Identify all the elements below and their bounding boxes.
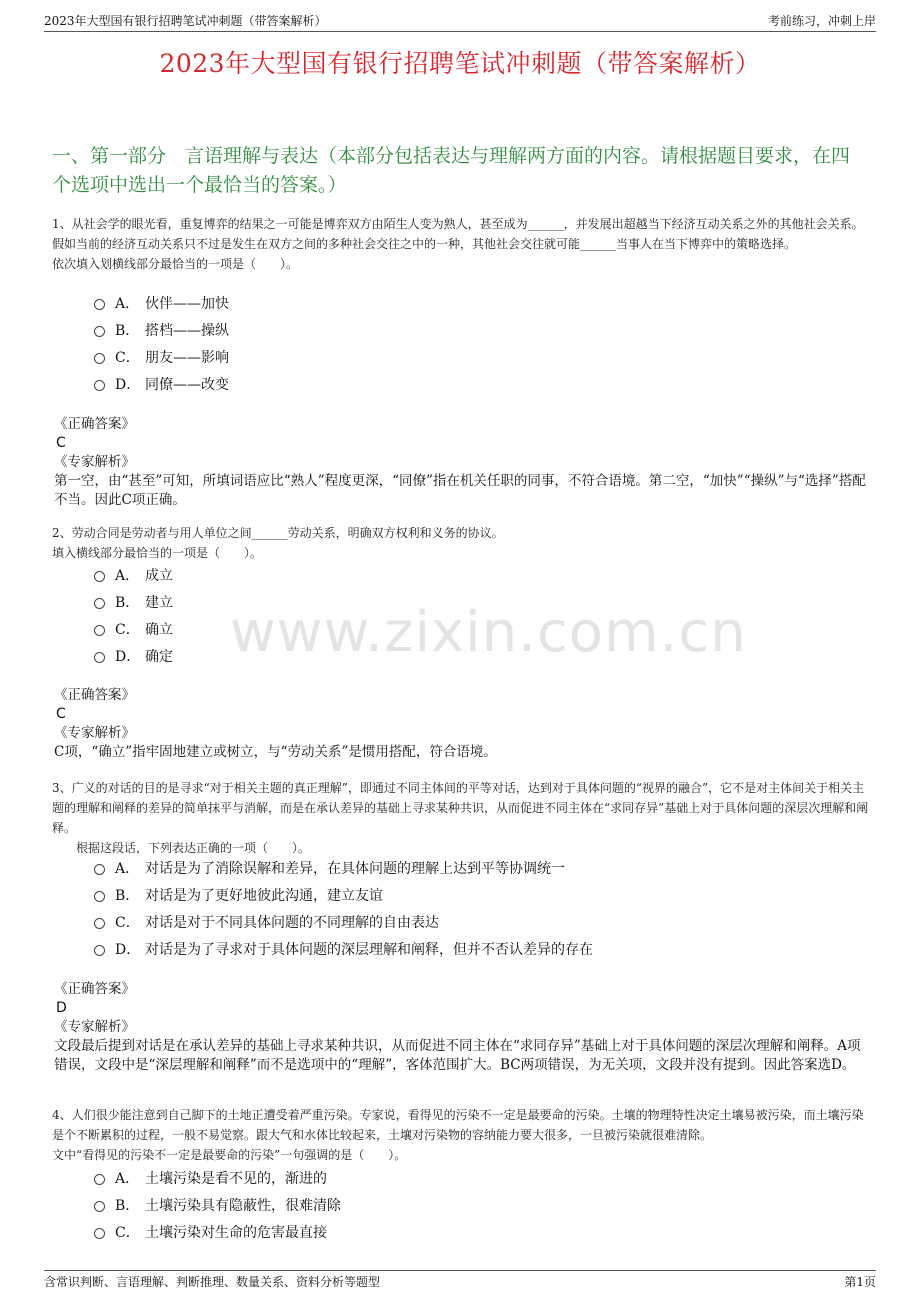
option-text: 成立 [145,567,173,584]
question-3-answer-block [54,980,872,1075]
option-a[interactable] [94,561,173,588]
radio-icon[interactable] [94,571,105,582]
question-3-options [94,854,593,962]
footer-left: 含常识判断、言语理解、判断推理、数量关系、资料分析等题型 [44,1275,381,1289]
option-text: 建立 [145,594,173,611]
analysis-label: 《专家解析》 [54,725,135,741]
answer-label: 《正确答案》 [54,416,135,432]
radio-icon[interactable] [94,1228,105,1239]
radio-icon[interactable] [94,918,105,929]
header-right: 考前练习，冲刺上岸 [767,14,876,28]
option-letter: D． [115,648,141,665]
option-text: 土壤污染是看不见的，渐进的 [145,1170,327,1187]
option-letter: B． [115,594,140,611]
option-letter: A． [115,567,140,584]
question-1-stem [52,214,874,274]
option-text: 土壤污染具有隐蔽性，很难清除 [145,1197,341,1214]
option-text: 土壤污染对生命的危害最直接 [145,1224,327,1241]
answer-label: 《正确答案》 [54,981,135,997]
option-d[interactable] [94,642,173,669]
answer-value: C [56,706,66,722]
question-stem-text: 2、劳动合同是劳动者与用人单位之间______劳动关系，明确双方权利和义务的协议。 [52,526,504,540]
option-text: 同僚——改变 [145,376,229,393]
option-b[interactable] [94,316,229,343]
page-title: 2023年大型国有银行招聘笔试冲刺题（带答案解析） [159,49,761,78]
option-letter: C． [115,621,140,638]
question-prompt: 文中“看得见的污染不一定是最要命的污染”一句强调的是（ ）。 [52,1148,407,1162]
option-text: 伙伴——加快 [145,295,229,312]
analysis-text: C项，“确立”指牢固地建立或树立，与“劳动关系”是惯用搭配，符合语境。 [54,744,497,760]
question-stem-text: 3、广义的对话的目的是寻求“对于相关主题的真正理解”，即通过不同主体间的平等对话，达到对于具体问题的“视界的融合”，它不是对主体间关于相关主题的理解和阐释的差异的简单抹平与消解，而是在承认差异的基础上寻求某种共识，从而促进不同主体在“求同存异”基础上对于具体问题的深层次理解和阐释。 [52,781,869,835]
question-2-answer-block [54,686,872,762]
answer-value: D [56,1000,67,1016]
option-text: 确定 [145,648,173,665]
radio-icon[interactable] [94,598,105,609]
question-3-stem [52,778,874,858]
radio-icon[interactable] [94,1174,105,1185]
option-text: 对话是为了更好地彼此沟通，建立友谊 [145,887,383,904]
radio-icon[interactable] [94,353,105,364]
question-prompt: 填入横线部分最恰当的一项是（ ）。 [52,546,263,560]
option-letter: D． [115,376,141,393]
radio-icon[interactable] [94,891,105,902]
analysis-label: 《专家解析》 [54,454,135,470]
option-b[interactable] [94,1191,341,1218]
question-prompt: 根据这段话，下列表达正确的一项（ ）。 [52,841,311,855]
option-b[interactable] [94,881,593,908]
option-text: 对话是为了消除误解和差异，在具体问题的理解上达到平等协调统一 [145,860,565,877]
option-letter: D． [115,941,141,958]
answer-value: C [56,435,66,451]
question-2-stem [52,523,874,563]
analysis-text: 文段最后提到对话是在承认差异的基础上寻求某种共识，从而促进不同主体在“求同存异”基础上对于具体问题的深层次理解和阐释。A项错误，文段中是“深层理解和阐释”而不是选项中的“理解”，客体范围扩大。BC两项错误，为无关项，文段并没有提到。因此答案选D。 [54,1038,861,1073]
option-c[interactable] [94,343,229,370]
footer-divider [44,1270,876,1271]
option-letter: C． [115,1224,140,1241]
option-letter: C． [115,914,140,931]
option-d[interactable] [94,370,229,397]
header-left: 2023年大型国有银行招聘笔试冲刺题（带答案解析） [44,14,327,28]
option-a[interactable] [94,854,593,881]
radio-icon[interactable] [94,299,105,310]
question-1-answer-block [54,415,872,510]
option-text: 对话是对于不同具体问题的不同理解的自由表达 [145,914,439,931]
option-a[interactable] [94,1164,341,1191]
option-c[interactable] [94,615,173,642]
question-4-stem [52,1105,874,1165]
page-number: 第1页 [844,1275,876,1289]
radio-icon[interactable] [94,326,105,337]
question-stem-text: 4、人们很少能注意到自己脚下的土地正遭受着严重污染。专家说，看得见的污染不一定是最要命的污染。土壤的物理特性决定土壤易被污染，而土壤污染是个不断累积的过程，一般不易觉察。跟大气和水体比较起来，土壤对污染物的容纳能力要大很多，一旦被污染就很难清除。 [52,1108,864,1142]
analysis-text: 第一空，由“甚至”可知，所填词语应比“熟人”程度更深，“同僚”指在机关任职的同事，不符合语境。第二空，“加快”“操纵”与“选择”搭配不当。因此C项正确。 [54,473,866,508]
option-letter: B． [115,322,140,339]
option-text: 搭档——操纵 [145,322,229,339]
option-c[interactable] [94,908,593,935]
question-stem-text: 1、从社会学的眼光看，重复博弈的结果之一可能是博弈双方由陌生人变为熟人，甚至成为______，并发展出超越当下经济互动关系之外的其他社会关系。假如当前的经济互动关系只不过是发生在双方之间的多种社会交往之中的一种，其他社会交往就可能______当事人在当下博弈中的策略选择。 [52,217,864,251]
option-a[interactable] [94,289,229,316]
option-letter: A． [115,1170,140,1187]
option-text: 朋友——影响 [145,349,229,366]
option-letter: B． [115,887,140,904]
option-letter: A． [115,295,140,312]
radio-icon[interactable] [94,1201,105,1212]
question-prompt: 依次填入划横线部分最恰当的一项是（ ）。 [52,257,299,271]
question-4-options [94,1164,341,1245]
header-divider [44,31,876,32]
radio-icon[interactable] [94,652,105,663]
option-letter: C． [115,349,140,366]
watermark: www.zixin.com.cn [230,600,747,665]
radio-icon[interactable] [94,945,105,956]
section-heading: 一、第一部分 言语理解与表达（本部分包括表达与理解两方面的内容。请根据题目要求，在四个选项中选出一个最恰当的答案。） [52,145,851,196]
answer-label: 《正确答案》 [54,687,135,703]
option-text: 对话是为了寻求对于具体问题的深层理解和阐释，但并不否认差异的存在 [145,941,593,958]
option-b[interactable] [94,588,173,615]
analysis-label: 《专家解析》 [54,1019,135,1035]
option-letter: B． [115,1197,140,1214]
radio-icon[interactable] [94,864,105,875]
radio-icon[interactable] [94,625,105,636]
radio-icon[interactable] [94,380,105,391]
option-text: 确立 [145,621,173,638]
option-c[interactable] [94,1218,341,1245]
question-1-options [94,289,229,397]
option-letter: A． [115,860,140,877]
option-d[interactable] [94,935,593,962]
question-2-options [94,561,173,669]
